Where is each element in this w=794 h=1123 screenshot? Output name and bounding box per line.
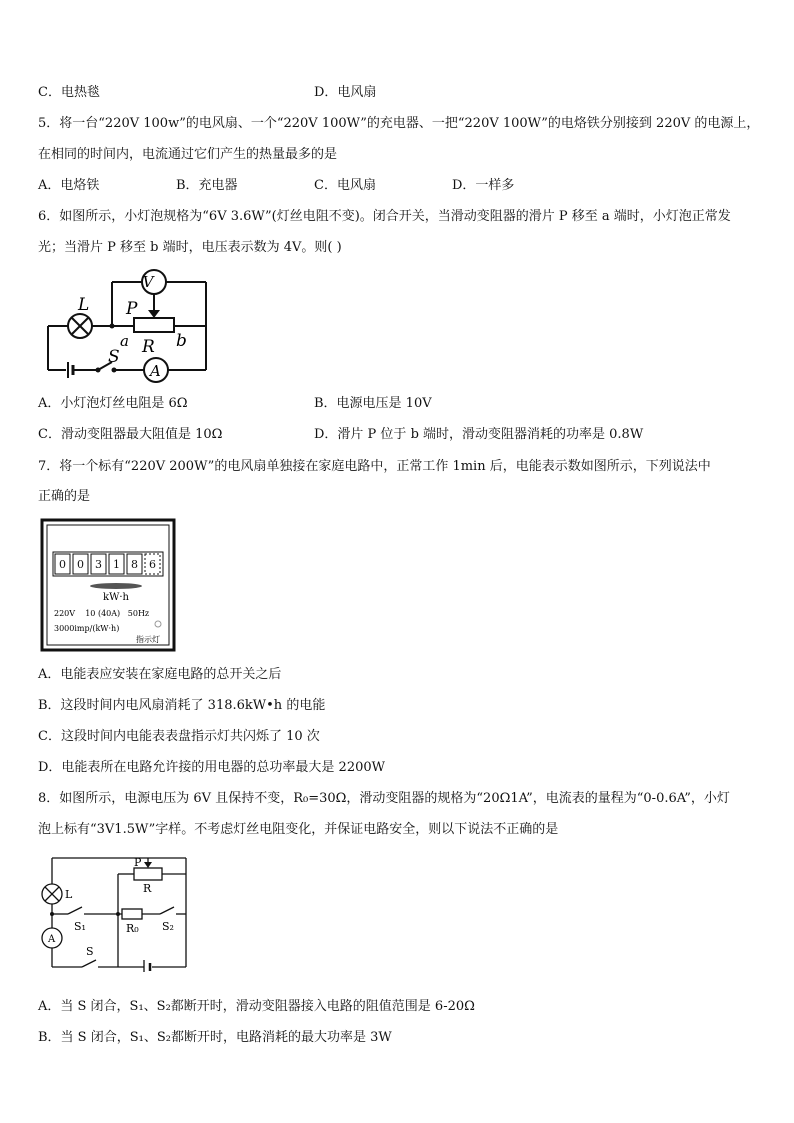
meter-disc-icon [90,583,142,589]
q8-circuit-diagram [38,852,190,972]
q8-label-S: S [86,945,94,958]
q8-label-P: P [134,856,142,869]
q6-label-P: P [126,299,138,319]
q8-label-S2: S₂ [162,920,174,933]
meter-unit: kW·h [103,592,129,603]
q6-stem-line1: 6．如图所示，小灯泡规格为“6V 3.6W”(灯丝电阻不变)。闭合开关，当滑动变阻器的滑片 P 移至 a 端时，小灯泡正常发 [38,209,731,224]
q8-label-R0: R₀ [126,922,139,935]
meter-spec: 220V 10 (40A) 50Hz [54,609,150,618]
meter-digit-6: 6 [149,558,156,571]
q6-option-d: D．滑片 P 位于 b 端时，滑动变阻器消耗的功率是 0.8W [314,427,644,442]
meter-digit-5: 8 [131,558,138,571]
q8-label-L: L [65,888,73,901]
q6-label-L: L [78,295,90,315]
meter-digit-2: 0 [77,558,84,571]
q5-stem-line2: 在相同的时间内，电流通过它们产生的热量最多的是 [38,147,338,162]
meter-digit-3: 3 [95,558,102,571]
q4-option-d: D．电风扇 [314,85,377,100]
q8-label-A: A [48,934,56,945]
q7-option-a: A．电能表应安装在家庭电路的总开关之后 [38,667,282,682]
q8-label-S1: S₁ [74,920,86,933]
q5-stem-line1: 5．将一台“220V 100w”的电风扇、一个“220V 100W”的充电器、一把“220V 100W”的电烙铁分别接到 220V 的电源上， [38,116,760,131]
q4-option-c: C．电热毯 [38,85,100,100]
q8-label-R: R [143,882,152,895]
q5-option-d: D．一样多 [452,178,515,193]
meter-digit-1: 0 [59,558,66,571]
q6-circuit-diagram [40,262,215,384]
q8-option-a: A．当 S 闭合，S₁、S₂都断开时，滑动变阻器接入电路的阻值范围是 6-20Ω [38,999,475,1014]
q6-label-S: S [108,347,120,367]
q6-label-R: R [142,337,155,357]
meter-indicator-label: 指示灯 [136,635,160,644]
meter-digit-4: 1 [113,558,120,571]
q6-option-a: A．小灯泡灯丝电阻是 6Ω [38,396,188,411]
q5-option-c: C．电风扇 [314,178,376,193]
q5-option-a: A．电烙铁 [38,178,100,193]
q8-stem-line2: 泡上标有“3V1.5W”字样。不考虑灯丝电阻变化，并保证电路安全，则以下说法不正确的是 [38,822,559,837]
q6-label-A: A [150,362,161,380]
q6-option-c: C．滑动变阻器最大阻值是 10Ω [38,427,223,442]
q5-option-b: B．充电器 [176,178,238,193]
q7-option-b: B．这段时间内电风扇消耗了 318.6kW•h 的电能 [38,698,326,713]
q6-label-b: b [176,331,187,351]
q6-stem-line2: 光；当滑片 P 移至 b 端时，电压表示数为 4V。则( ) [38,240,342,255]
q6-label-V: V [142,273,154,291]
q8-stem-line1: 8．如图所示，电源电压为 6V 且保持不变，R₀=30Ω，滑动变阻器的规格为“20Ω1A”，电流表的量程为“0-0.6A”，小灯 [38,791,730,806]
meter-imp: 3000imp/(kW·h) [54,624,120,633]
q6-label-a: a [120,332,129,350]
q7-stem-line2: 正确的是 [38,489,91,504]
q6-option-b: B．电源电压是 10V [314,396,432,411]
q7-stem-line1: 7．将一个标有“220V 200W”的电风扇单独接在家庭电路中，正常工作 1min 后，电能表示数如图所示，下列说法中 [38,459,711,474]
q7-energy-meter [40,518,176,652]
q7-option-c: C．这段时间内电能表表盘指示灯共闪烁了 10 次 [38,729,320,744]
q8-option-b: B．当 S 闭合，S₁、S₂都断开时，电路消耗的最大功率是 3W [38,1030,392,1045]
q7-option-d: D．电能表所在电路允许接的用电器的总功率最大是 2200W [38,760,386,775]
